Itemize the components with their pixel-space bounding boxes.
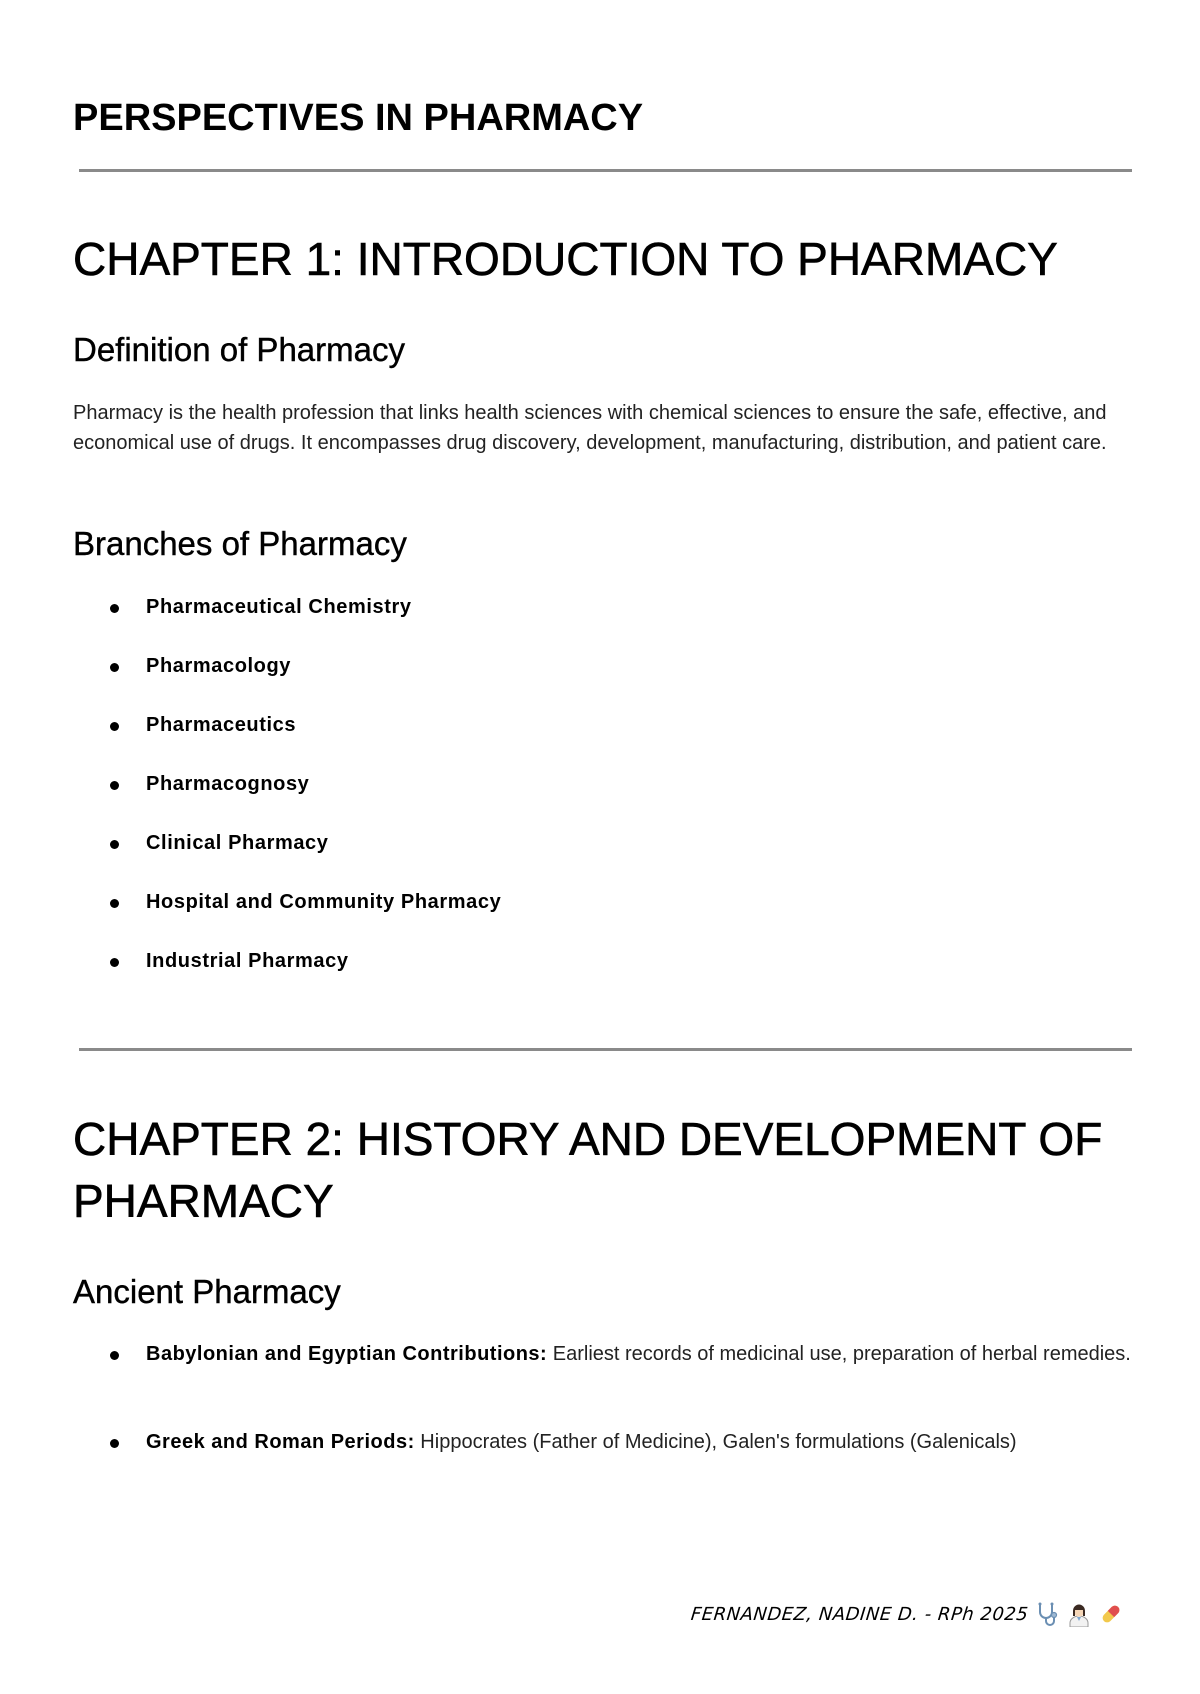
document-title: PERSPECTIVES IN PHARMACY: [73, 97, 644, 139]
branch-label: Industrial Pharmacy: [146, 950, 349, 972]
ancient-item-lead: Babylonian and Egyptian Contributions:: [146, 1343, 548, 1365]
branches-heading: Branches of Pharmacy: [73, 525, 407, 562]
footer-author: FERNANDEZ, NADINE D. - RPh 2025: [689, 1603, 1030, 1625]
branch-label: Pharmaceutical Chemistry: [146, 596, 412, 618]
bullet-icon: [110, 1439, 119, 1448]
pill-icon: [1098, 1601, 1124, 1627]
branch-label: Hospital and Community Pharmacy: [146, 891, 502, 913]
bullet-icon: [110, 722, 119, 731]
branch-label: Pharmacognosy: [146, 773, 310, 795]
branch-label: Pharmacology: [146, 655, 292, 677]
chapter-1-title: CHAPTER 1: INTRODUCTION TO PHARMACY: [73, 233, 1058, 285]
ancient-pharmacy-heading: Ancient Pharmacy: [73, 1273, 341, 1310]
bullet-icon: [110, 958, 119, 967]
pharmacist-icon: [1066, 1601, 1092, 1627]
horizontal-divider: [79, 169, 1132, 172]
definition-heading: Definition of Pharmacy: [73, 331, 405, 368]
bullet-icon: [110, 604, 119, 613]
horizontal-divider: [79, 1048, 1132, 1051]
branch-label: Pharmaceutics: [146, 714, 297, 736]
chapter-2-title: CHAPTER 2: HISTORY AND DEVELOPMENT OF PHARMACY: [73, 1113, 1103, 1227]
bullet-icon: [110, 1351, 119, 1360]
bullet-icon: [110, 899, 119, 908]
bullet-icon: [110, 663, 119, 672]
definition-paragraph: Pharmacy is the health profession that links health sciences with chemical sciences to ensure the safe, effective, and economical use of drugs. It encompasses drug discovery, development, manufacturing, distribution, and patient care.: [73, 402, 1107, 454]
ancient-item-text: [146, 1428, 1136, 1457]
stethoscope-icon: [1034, 1601, 1060, 1627]
ancient-item-text: [146, 1340, 1136, 1369]
bullet-icon: [110, 781, 119, 790]
bullet-icon: [110, 840, 119, 849]
ancient-item-lead: Greek and Roman Periods:: [146, 1431, 415, 1453]
ancient-item-body: Hippocrates (Father of Medicine), Galen's formulations (Galenicals): [414, 1431, 1017, 1453]
ancient-item-body: Earliest records of medicinal use, preparation of herbal remedies.: [547, 1343, 1131, 1365]
branch-label: Clinical Pharmacy: [146, 832, 329, 854]
footer-signature: [691, 1601, 1124, 1627]
